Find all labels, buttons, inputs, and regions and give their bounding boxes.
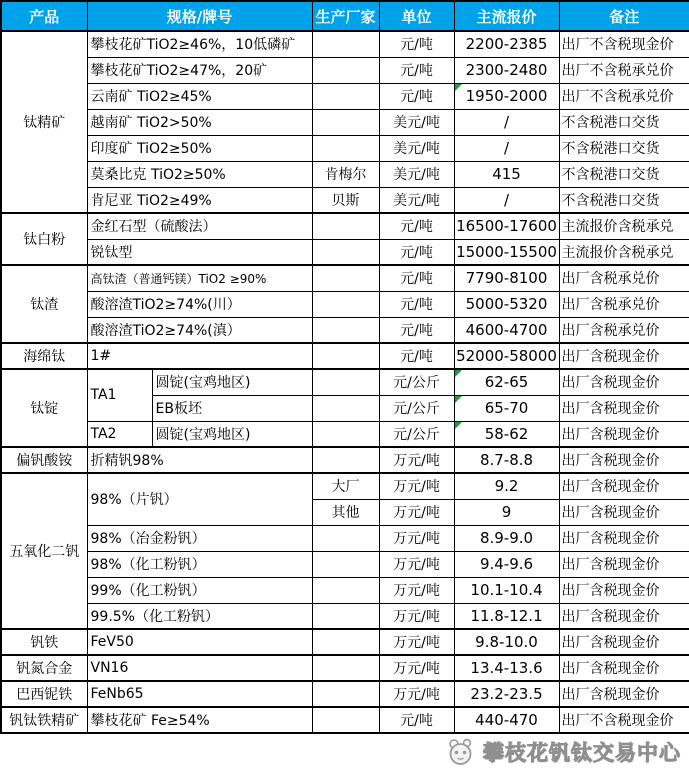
grade-cell: TA2 bbox=[87, 421, 152, 447]
table-row bbox=[1, 291, 689, 317]
note-cell: 出厂含税现金价 bbox=[559, 369, 689, 395]
spec-cell: 98%（化工粉钒） bbox=[87, 551, 312, 577]
product-cell: 钛白粉 bbox=[1, 213, 87, 265]
maker-cell: 大厂 bbox=[312, 473, 379, 499]
spec-cell: 圆锭(宝鸡地区) bbox=[152, 369, 312, 395]
maker-cell bbox=[312, 655, 379, 681]
note-cell: 出厂含税现金价 bbox=[559, 577, 689, 603]
price-cell: 7790-8100 bbox=[454, 265, 559, 291]
maker-cell bbox=[312, 447, 379, 473]
product-cell: 偏钒酸铵 bbox=[1, 447, 87, 473]
note-cell: 不含税港口交货 bbox=[559, 161, 689, 187]
table-row bbox=[1, 421, 689, 447]
note-cell: 主流报价含税承兑 bbox=[559, 213, 689, 239]
table-row bbox=[1, 655, 689, 681]
unit-cell: 元/公斤 bbox=[379, 369, 454, 395]
unit-cell: 元/吨 bbox=[379, 239, 454, 265]
product-cell: 钒钛铁精矿 bbox=[1, 707, 87, 733]
table-row bbox=[1, 187, 689, 213]
spec-cell: 1# bbox=[87, 343, 312, 369]
spec-cell: 攀枝花矿TiO2≥47%，20矿 bbox=[87, 57, 312, 83]
unit-cell: 元/吨 bbox=[379, 57, 454, 83]
note-cell: 出厂含税现金价 bbox=[559, 499, 689, 525]
spec-cell: 99%（化工粉钒） bbox=[87, 577, 312, 603]
unit-cell: 元/吨 bbox=[379, 317, 454, 343]
table-row bbox=[1, 135, 689, 161]
table-row bbox=[1, 213, 689, 239]
spec-cell: 云南矿 TiO2≥45% bbox=[87, 83, 312, 109]
spec-cell: 莫桑比克 TiO2≥50% bbox=[87, 161, 312, 187]
unit-cell: 元/吨 bbox=[379, 213, 454, 239]
maker-cell bbox=[312, 57, 379, 83]
table-row bbox=[1, 343, 689, 369]
price-cell: 58-62 bbox=[454, 421, 559, 447]
note-cell: 出厂不含税现金价 bbox=[559, 31, 689, 57]
note-cell: 出厂不含税现金价 bbox=[559, 707, 689, 733]
col-header-note: 备注 bbox=[559, 1, 689, 31]
price-cell: 10.1-10.4 bbox=[454, 577, 559, 603]
spec-cell: 锐钛型 bbox=[87, 239, 312, 265]
price-cell: 440-470 bbox=[454, 707, 559, 733]
unit-cell: 万元/吨 bbox=[379, 499, 454, 525]
unit-cell: 美元/吨 bbox=[379, 187, 454, 213]
maker-cell bbox=[312, 83, 379, 109]
note-cell: 不含税港口交货 bbox=[559, 187, 689, 213]
price-cell: 65-70 bbox=[454, 395, 559, 421]
maker-cell bbox=[312, 213, 379, 239]
table-row bbox=[1, 681, 689, 707]
spec-cell: EB板坯 bbox=[152, 395, 312, 421]
col-header-product: 产品 bbox=[1, 1, 87, 31]
maker-cell bbox=[312, 603, 379, 629]
unit-cell: 万元/吨 bbox=[379, 681, 454, 707]
note-cell: 出厂含税现金价 bbox=[559, 525, 689, 551]
table-row bbox=[1, 83, 689, 109]
unit-cell: 元/吨 bbox=[379, 291, 454, 317]
panda-logo-icon bbox=[446, 737, 476, 767]
spec-cell: 99.5%（化工粉钒） bbox=[87, 603, 312, 629]
table-row bbox=[1, 473, 689, 499]
table-row bbox=[1, 109, 689, 135]
unit-cell: 元/公斤 bbox=[379, 395, 454, 421]
spec-cell: 酸溶渣TiO2≥74%(川） bbox=[87, 291, 312, 317]
unit-cell: 万元/吨 bbox=[379, 525, 454, 551]
unit-cell: 元/吨 bbox=[379, 343, 454, 369]
price-cell: 1950-2000 bbox=[454, 83, 559, 109]
maker-cell bbox=[312, 239, 379, 265]
product-cell: 五氧化二钒 bbox=[1, 473, 87, 629]
note-cell: 出厂不含税承兑价 bbox=[559, 83, 689, 109]
note-cell: 出厂含税现金价 bbox=[559, 473, 689, 499]
price-cell: 9.2 bbox=[454, 473, 559, 499]
maker-cell bbox=[312, 629, 379, 655]
table-row bbox=[1, 525, 689, 551]
table-row bbox=[1, 161, 689, 187]
product-cell: 钛精矿 bbox=[1, 31, 87, 213]
brand-watermark bbox=[446, 736, 681, 768]
note-cell: 出厂含税现金价 bbox=[559, 603, 689, 629]
col-header-maker: 生产厂家 bbox=[312, 1, 379, 31]
note-cell: 出厂含税承兑价 bbox=[559, 317, 689, 343]
unit-cell: 元/吨 bbox=[379, 31, 454, 57]
maker-cell bbox=[312, 577, 379, 603]
table-row bbox=[1, 31, 689, 57]
table-row bbox=[1, 629, 689, 655]
table-row bbox=[1, 57, 689, 83]
note-cell: 出厂含税承兑价 bbox=[559, 291, 689, 317]
maker-cell bbox=[312, 551, 379, 577]
unit-cell: 元/吨 bbox=[379, 83, 454, 109]
comment-marker-icon bbox=[455, 370, 462, 377]
spec-cell: 攀枝花矿TiO2≥46%，10低磷矿 bbox=[87, 31, 312, 57]
product-cell: 巴西铌铁 bbox=[1, 681, 87, 707]
price-cell: 2200-2385 bbox=[454, 31, 559, 57]
maker-cell bbox=[312, 109, 379, 135]
price-cell: 15000-15500 bbox=[454, 239, 559, 265]
price-cell: / bbox=[454, 187, 559, 213]
unit-cell: 万元/吨 bbox=[379, 603, 454, 629]
table-row bbox=[1, 239, 689, 265]
price-cell: 9.8-10.0 bbox=[454, 629, 559, 655]
note-cell: 不含税港口交货 bbox=[559, 135, 689, 161]
note-cell: 不含税港口交货 bbox=[559, 109, 689, 135]
spec-cell: 越南矿 TiO2>50% bbox=[87, 109, 312, 135]
note-cell: 出厂含税现金价 bbox=[559, 551, 689, 577]
unit-cell: 万元/吨 bbox=[379, 629, 454, 655]
maker-cell bbox=[312, 31, 379, 57]
unit-cell: 美元/吨 bbox=[379, 135, 454, 161]
col-header-price: 主流报价 bbox=[454, 1, 559, 31]
note-cell: 出厂含税承兑价 bbox=[559, 265, 689, 291]
unit-cell: 美元/吨 bbox=[379, 109, 454, 135]
col-header-spec: 规格/牌号 bbox=[87, 1, 312, 31]
table-row bbox=[1, 369, 689, 395]
note-cell: 出厂含税现金价 bbox=[559, 681, 689, 707]
price-cell: 13.4-13.6 bbox=[454, 655, 559, 681]
maker-cell bbox=[312, 343, 379, 369]
price-cell: 9 bbox=[454, 499, 559, 525]
maker-cell bbox=[312, 707, 379, 733]
price-cell: 16500-17600 bbox=[454, 213, 559, 239]
table-row bbox=[1, 551, 689, 577]
price-cell: 5000-5320 bbox=[454, 291, 559, 317]
header-row bbox=[1, 1, 689, 31]
maker-cell bbox=[312, 265, 379, 291]
note-cell: 出厂含税现金价 bbox=[559, 447, 689, 473]
price-table-body bbox=[1, 31, 689, 733]
product-cell: 海绵钛 bbox=[1, 343, 87, 369]
maker-cell: 其他 bbox=[312, 499, 379, 525]
note-cell: 主流报价含税承兑 bbox=[559, 239, 689, 265]
product-cell: 钒氮合金 bbox=[1, 655, 87, 681]
comment-marker-icon bbox=[455, 396, 462, 403]
price-cell: 8.9-9.0 bbox=[454, 525, 559, 551]
maker-cell bbox=[312, 525, 379, 551]
product-cell: 钛渣 bbox=[1, 265, 87, 343]
product-cell: 钛锭 bbox=[1, 369, 87, 447]
spec-cell: 金红石型（硫酸法） bbox=[87, 213, 312, 239]
unit-cell: 万元/吨 bbox=[379, 551, 454, 577]
brand-text: 攀枝花钒钛交易中心 bbox=[483, 741, 681, 765]
maker-cell bbox=[312, 369, 379, 395]
note-cell: 出厂不含税承兑价 bbox=[559, 57, 689, 83]
unit-cell: 万元/吨 bbox=[379, 655, 454, 681]
note-cell: 出厂含税现金价 bbox=[559, 343, 689, 369]
unit-cell: 万元/吨 bbox=[379, 473, 454, 499]
unit-cell: 元/吨 bbox=[379, 265, 454, 291]
price-cell: 4600-4700 bbox=[454, 317, 559, 343]
col-header-unit: 单位 bbox=[379, 1, 454, 31]
spec-cell: 肯尼亚 TiO2≥49% bbox=[87, 187, 312, 213]
price-cell: / bbox=[454, 109, 559, 135]
spec-cell: 圆锭(宝鸡地区) bbox=[152, 421, 312, 447]
price-cell: / bbox=[454, 135, 559, 161]
maker-cell: 肯梅尔 bbox=[312, 161, 379, 187]
price-cell: 23.2-23.5 bbox=[454, 681, 559, 707]
maker-cell bbox=[312, 421, 379, 447]
note-cell: 出厂含税现金价 bbox=[559, 655, 689, 681]
spec-cell: FeNb65 bbox=[87, 681, 312, 707]
unit-cell: 万元/吨 bbox=[379, 577, 454, 603]
grade-cell: TA1 bbox=[87, 369, 152, 421]
maker-cell bbox=[312, 291, 379, 317]
spec-cell: 98%（片钒） bbox=[87, 473, 312, 525]
table-row bbox=[1, 577, 689, 603]
unit-cell: 美元/吨 bbox=[379, 161, 454, 187]
unit-cell: 元/吨 bbox=[379, 707, 454, 733]
price-cell: 8.7-8.8 bbox=[454, 447, 559, 473]
note-cell: 出厂含税现金价 bbox=[559, 395, 689, 421]
spec-cell: 印度矿 TiO2≥50% bbox=[87, 135, 312, 161]
product-cell: 钒铁 bbox=[1, 629, 87, 655]
spec-cell: 高钛渣（普通钙镁）TiO2 ≥90% bbox=[87, 265, 312, 291]
price-cell: 415 bbox=[454, 161, 559, 187]
comment-marker-icon bbox=[455, 84, 462, 91]
price-cell: 52000-58000 bbox=[454, 343, 559, 369]
table-row bbox=[1, 317, 689, 343]
table-row bbox=[1, 707, 689, 733]
comment-marker-icon bbox=[455, 422, 462, 429]
spec-cell: VN16 bbox=[87, 655, 312, 681]
spec-cell: 折精钒98% bbox=[87, 447, 312, 473]
maker-cell bbox=[312, 395, 379, 421]
price-cell: 11.8-12.1 bbox=[454, 603, 559, 629]
spec-cell: 酸溶渣TiO2≥74%(滇） bbox=[87, 317, 312, 343]
unit-cell: 万元/吨 bbox=[379, 447, 454, 473]
note-cell: 出厂含税现金价 bbox=[559, 421, 689, 447]
maker-cell bbox=[312, 135, 379, 161]
table-row bbox=[1, 603, 689, 629]
spec-cell: FeV50 bbox=[87, 629, 312, 655]
spec-cell: 98%（冶金粉钒） bbox=[87, 525, 312, 551]
maker-cell: 贝斯 bbox=[312, 187, 379, 213]
price-cell: 62-65 bbox=[454, 369, 559, 395]
price-cell: 2300-2480 bbox=[454, 57, 559, 83]
table-row bbox=[1, 447, 689, 473]
maker-cell bbox=[312, 681, 379, 707]
table-row bbox=[1, 265, 689, 291]
unit-cell: 元/公斤 bbox=[379, 421, 454, 447]
maker-cell bbox=[312, 317, 379, 343]
spec-cell: 攀枝花矿 Fe≥54% bbox=[87, 707, 312, 733]
price-cell: 9.4-9.6 bbox=[454, 551, 559, 577]
note-cell: 出厂含税现金价 bbox=[559, 629, 689, 655]
